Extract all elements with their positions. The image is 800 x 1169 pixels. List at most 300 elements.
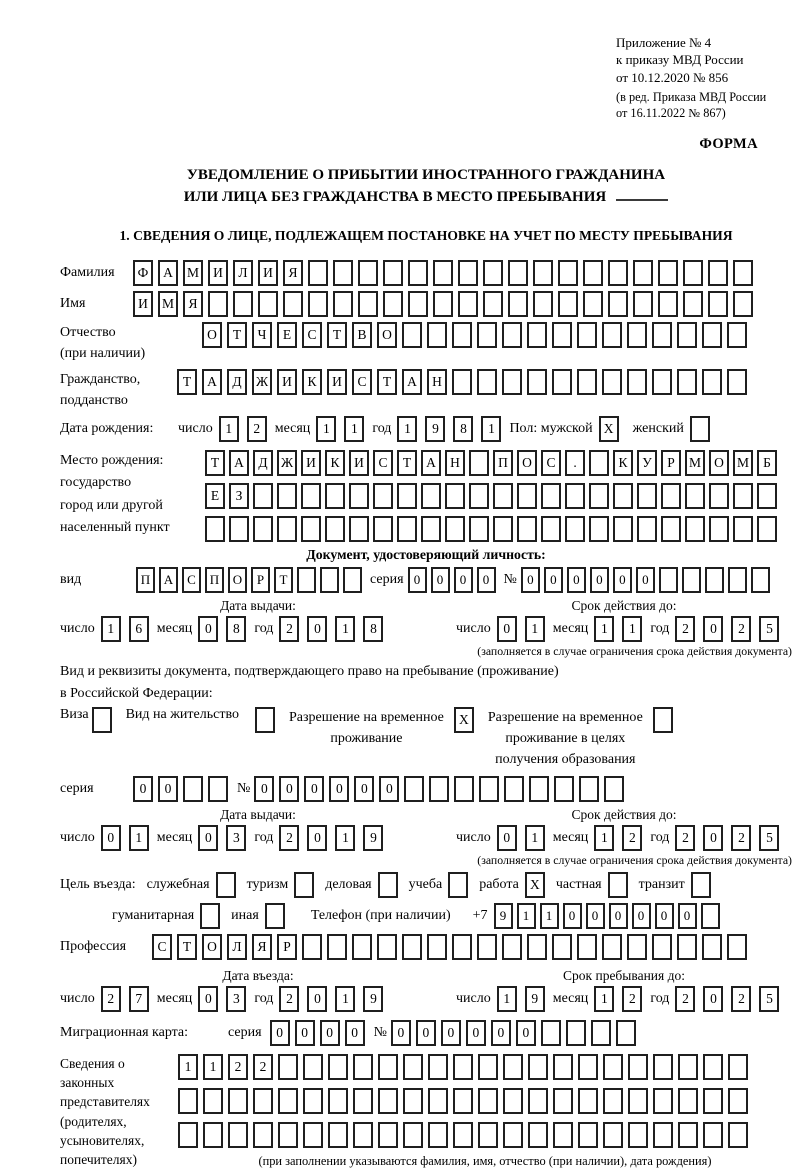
form-cell (353, 1122, 373, 1148)
form-cell (583, 260, 603, 286)
form-cell (402, 322, 422, 348)
form-cell (278, 1054, 298, 1080)
form-cell: А (421, 450, 441, 476)
form-cell: 2 (675, 825, 695, 851)
representatives-label-line: (родителях, (60, 1113, 127, 1129)
form-cell: 0 (703, 616, 723, 642)
form-cell (578, 1122, 598, 1148)
surname-label: Фамилия (60, 265, 115, 281)
form-cell (433, 260, 453, 286)
day-label: число (178, 421, 213, 437)
form-cell: 2 (247, 416, 267, 442)
form-cell: 0 (563, 903, 582, 929)
issue-month-cells (198, 825, 254, 851)
form-cell (703, 1054, 723, 1080)
form-cell (602, 369, 622, 395)
form-cell (627, 934, 647, 960)
birth-place-row2 (205, 483, 781, 509)
form-cell: 2 (675, 986, 695, 1012)
form-cell (533, 260, 553, 286)
issue-date-heading: Дата выдачи: (220, 807, 296, 823)
stay-day-cells (497, 986, 553, 1012)
form-cell: О (517, 450, 537, 476)
purpose-option-label: иная (231, 908, 259, 924)
representatives-block (60, 1054, 792, 1169)
form-cell (478, 1122, 498, 1148)
form-cell: 5 (759, 986, 779, 1012)
form-cell (301, 516, 321, 542)
rvp-label-line: проживание (330, 731, 403, 747)
form-cell (502, 322, 522, 348)
male-label: мужской (540, 421, 593, 437)
form-cell (728, 1054, 748, 1080)
title-line-2 (60, 187, 792, 209)
form-cell: А (202, 369, 222, 395)
form-cell (301, 483, 321, 509)
form-cell (578, 1054, 598, 1080)
form-cell (703, 1088, 723, 1114)
birth-month-cells (316, 416, 372, 442)
valid-day-cells (497, 616, 553, 642)
rvp-edu-label-line: Разрешение на временное (487, 710, 643, 726)
form-cell (589, 450, 609, 476)
form-cell: Т (274, 567, 293, 593)
form-cell (708, 260, 728, 286)
form-cell (554, 776, 574, 802)
month-label: месяц (156, 830, 193, 846)
form-cell (577, 322, 597, 348)
form-cell (349, 483, 369, 509)
purpose-option-label: транзит (638, 877, 685, 893)
form-cell (703, 1122, 723, 1148)
form-cell: 1 (517, 903, 536, 929)
form-cell (383, 260, 403, 286)
residence-serial-row (60, 776, 792, 802)
form-cell (493, 516, 513, 542)
form-cell (608, 291, 628, 317)
form-cell (579, 776, 599, 802)
year-label: год (650, 830, 670, 846)
representatives-note: (при заполнении указываются фамилия, имя, отчество (при наличии), дата рождения) (258, 1154, 712, 1169)
form-cell: 0 (703, 825, 723, 851)
form-cell (373, 516, 393, 542)
form-cell (508, 260, 528, 286)
form-cell: О (377, 322, 397, 348)
form-cell: О (202, 934, 222, 960)
migration-number-label: № (373, 1025, 387, 1041)
month-label: месяц (552, 991, 589, 1007)
valid-date-col (456, 598, 792, 659)
female-checkbox (690, 416, 710, 442)
form-cell (477, 322, 497, 348)
form-cell (308, 291, 328, 317)
form-cell (508, 291, 528, 317)
form-cell: 2 (675, 616, 695, 642)
form-cell: С (352, 369, 372, 395)
issue-date-col (60, 807, 456, 851)
patronymic-cells (202, 322, 752, 348)
form-cell (541, 516, 561, 542)
phone-cells (494, 903, 724, 929)
year-label: год (650, 621, 670, 637)
form-cell: 0 (586, 903, 605, 929)
birth-place-row1 (205, 450, 781, 476)
form-cell: 1 (203, 1054, 223, 1080)
form-cell (308, 260, 328, 286)
form-cell: 1 (594, 825, 614, 851)
valid-year-cells (675, 825, 787, 851)
form-cell (517, 483, 537, 509)
birth-place-cells (205, 450, 781, 542)
visa-label: Виза (60, 707, 89, 723)
form-cell: 3 (226, 986, 246, 1012)
form-cell: 6 (129, 616, 149, 642)
form-cell (403, 1088, 423, 1114)
representatives-label-line: законных (60, 1075, 115, 1091)
form-cell (504, 776, 524, 802)
form-cell (677, 322, 697, 348)
year-label: год (650, 991, 670, 1007)
form-cell (325, 516, 345, 542)
form-cell (343, 567, 362, 593)
form-cell (552, 369, 572, 395)
form-cell (383, 291, 403, 317)
appendix-block (616, 34, 792, 122)
doc-number-label: № (503, 572, 517, 588)
form-cell: 0 (441, 1020, 461, 1046)
form-cell (253, 1088, 273, 1114)
residence-permit-checkbox (255, 707, 275, 733)
form-cell: 1 (335, 986, 355, 1012)
form-cell (445, 483, 465, 509)
form-cell (677, 934, 697, 960)
form-cell: 0 (567, 567, 586, 593)
form-cell: 0 (307, 986, 327, 1012)
representatives-label-line: Сведения о (60, 1056, 125, 1072)
purpose-work-checkbox: X (525, 872, 545, 898)
form-cell: 0 (158, 776, 178, 802)
form-cell: П (136, 567, 155, 593)
form-cell (628, 1088, 648, 1114)
form-cell: 0 (279, 776, 299, 802)
form-cell: И (349, 450, 369, 476)
residence-seria-label: серия (60, 781, 94, 797)
stay-date-heading: Срок пребывания до: (563, 968, 685, 984)
form-cell: 0 (379, 776, 399, 802)
birth-place-sublabel: населенный пункт (60, 519, 170, 535)
form-cell (328, 1054, 348, 1080)
form-label: ФОРМА (699, 135, 758, 152)
year-label: год (372, 421, 392, 437)
form-cell (421, 483, 441, 509)
form-cell: 0 (466, 1020, 486, 1046)
form-cell: И (327, 369, 347, 395)
form-cell: 0 (416, 1020, 436, 1046)
form-cell: 2 (253, 1054, 273, 1080)
form-cell (478, 1088, 498, 1114)
form-cell: 0 (304, 776, 324, 802)
form-cell: Т (327, 322, 347, 348)
birth-place-label (60, 450, 205, 538)
form-cell: М (733, 450, 753, 476)
form-cell: 5 (759, 825, 779, 851)
birth-place-block (60, 450, 792, 542)
stay-month-cells (594, 986, 650, 1012)
form-cell (445, 516, 465, 542)
form-cell: 1 (525, 616, 545, 642)
form-cell (608, 260, 628, 286)
form-cell: 9 (494, 903, 513, 929)
form-cell: 2 (731, 986, 751, 1012)
birth-place-label-line: Место рождения: (60, 453, 164, 469)
migration-card-label: Миграционная карта: (60, 1025, 189, 1041)
form-cell (297, 567, 316, 593)
validity-note: (заполняется в случае ограничения срока действия документа) (477, 853, 792, 868)
purpose-option-label: деловая (325, 877, 372, 893)
name-row (60, 291, 792, 317)
form-cell: З (229, 483, 249, 509)
issue-date-col (60, 598, 456, 642)
form-cell (627, 322, 647, 348)
form-cell (427, 322, 447, 348)
form-cell (377, 934, 397, 960)
form-cell (628, 1122, 648, 1148)
form-cell (652, 934, 672, 960)
form-cell (705, 567, 724, 593)
form-cell: И (133, 291, 153, 317)
form-cell (353, 1054, 373, 1080)
surname-cells (133, 260, 758, 286)
profession-cells (152, 934, 752, 960)
form-cell: 0 (516, 1020, 536, 1046)
residence-seria-cells (133, 776, 233, 802)
form-cell: 2 (622, 825, 642, 851)
purpose-tourism-checkbox (294, 872, 314, 898)
form-cell: П (493, 450, 513, 476)
birth-day-cells (219, 416, 275, 442)
form-cell: О (228, 567, 247, 593)
form-cell (613, 516, 633, 542)
title-line-1: УВЕДОМЛЕНИЕ О ПРИБЫТИИ ИНОСТРАННОГО ГРАЖДАНИНА (186, 166, 666, 183)
form-cell: Р (277, 934, 297, 960)
form-cell: 8 (363, 616, 383, 642)
form-cell (397, 483, 417, 509)
form-cell (358, 260, 378, 286)
entry-day-cells (101, 986, 157, 1012)
entry-month-cells (198, 986, 254, 1012)
migration-number-cells (391, 1020, 641, 1046)
form-cell (458, 260, 478, 286)
form-cell: 1 (344, 416, 364, 442)
edition-line: (в ред. Приказа МВД России (616, 89, 767, 104)
form-cell: Т (205, 450, 225, 476)
issue-date-heading: Дата выдачи: (220, 598, 296, 614)
residence-dates-block (60, 807, 792, 868)
form-cell (659, 567, 678, 593)
form-cell: Ж (277, 450, 297, 476)
birth-date-row (60, 416, 792, 442)
form-cell: 0 (544, 567, 563, 593)
form-cell (452, 369, 472, 395)
form-cell (328, 1088, 348, 1114)
form-cell (229, 516, 249, 542)
form-cell (397, 516, 417, 542)
form-cell (483, 260, 503, 286)
form-cell (702, 322, 722, 348)
representatives-label-line: представителях (60, 1094, 150, 1110)
form-cell (528, 1088, 548, 1114)
form-cell: 0 (497, 616, 517, 642)
form-cell (727, 369, 747, 395)
form-cell (702, 934, 722, 960)
form-cell (566, 1020, 586, 1046)
form-cell (677, 369, 697, 395)
form-cell: О (202, 322, 222, 348)
form-cell (733, 260, 753, 286)
form-cell: 0 (454, 567, 473, 593)
form-cell (502, 369, 522, 395)
form-cell (183, 776, 203, 802)
form-cell (682, 567, 701, 593)
identity-dates-block (60, 598, 792, 659)
form-cell: 7 (129, 986, 149, 1012)
form-cell (728, 1122, 748, 1148)
form-cell: 1 (497, 986, 517, 1012)
month-label: месяц (156, 621, 193, 637)
form-cell: 1 (335, 825, 355, 851)
form-cell (493, 483, 513, 509)
form-cell (277, 483, 297, 509)
form-cell: 0 (678, 903, 697, 929)
patronymic-row (60, 322, 792, 364)
form-cell (728, 1088, 748, 1114)
form-cell: П (205, 567, 224, 593)
form-cell: 0 (307, 825, 327, 851)
form-cell (483, 291, 503, 317)
form-cell (327, 934, 347, 960)
appendix-line: от 10.12.2020 № 856 (616, 69, 729, 85)
form-cell (428, 1122, 448, 1148)
form-cell (477, 934, 497, 960)
representatives-row1 (178, 1054, 792, 1080)
form-cell: Д (227, 369, 247, 395)
form-cell (652, 369, 672, 395)
form-cell (333, 291, 353, 317)
form-cell: Ж (252, 369, 272, 395)
year-label: год (254, 830, 274, 846)
form-cell (404, 776, 424, 802)
profession-label: Профессия (60, 939, 127, 955)
form-cell (233, 291, 253, 317)
rvp-edu-label-line: проживание в целях (505, 731, 626, 747)
form-cell: 0 (307, 616, 327, 642)
purpose-option-label: учеба (408, 877, 443, 893)
form-cell (708, 291, 728, 317)
month-label: месяц (274, 421, 311, 437)
issue-day-cells (101, 825, 157, 851)
form-cell (589, 516, 609, 542)
form-cell (469, 483, 489, 509)
form-cell (604, 776, 624, 802)
form-cell: 0 (270, 1020, 290, 1046)
form-cell: Д (253, 450, 273, 476)
form-cell: 1 (335, 616, 355, 642)
residence-doc-line1: Вид и реквизиты документа, подтверждающего право на пребывание (проживание) (60, 664, 559, 680)
form-cell (527, 369, 547, 395)
form-cell: 0 (198, 825, 218, 851)
form-cell (320, 567, 339, 593)
form-cell (228, 1122, 248, 1148)
form-cell: И (301, 450, 321, 476)
form-cell (683, 260, 703, 286)
form-cell (352, 934, 372, 960)
form-cell (652, 322, 672, 348)
form-cell (253, 516, 273, 542)
form-cell: 2 (622, 986, 642, 1012)
form-cell: К (325, 450, 345, 476)
form-cell: 0 (295, 1020, 315, 1046)
form-cell (178, 1122, 198, 1148)
form-cell (685, 516, 705, 542)
phone-label: Телефон (при наличии) (310, 908, 451, 924)
form-cell: 0 (431, 567, 450, 593)
form-cell: Р (251, 567, 270, 593)
form-cell (303, 1088, 323, 1114)
stay-date-col (456, 968, 792, 1012)
day-label: число (60, 621, 95, 637)
form-cell: У (637, 450, 657, 476)
form-cell (633, 260, 653, 286)
residence-permit-label: Вид на жительство (125, 707, 239, 723)
month-label: месяц (552, 621, 589, 637)
form-cell: А (229, 450, 249, 476)
surname-row (60, 260, 792, 286)
form-cell (178, 1088, 198, 1114)
citizenship-label (60, 369, 177, 411)
form-cell: М (183, 260, 203, 286)
doc-kind-cells (136, 567, 366, 593)
form-cell: 1 (316, 416, 336, 442)
purpose-business-checkbox (378, 872, 398, 898)
form-cell (349, 516, 369, 542)
valid-day-cells (497, 825, 553, 851)
entry-date-heading: Дата въезда: (222, 968, 294, 984)
form-cell (727, 934, 747, 960)
form-cell (733, 483, 753, 509)
form-cell (428, 1054, 448, 1080)
form-cell (333, 260, 353, 286)
form-cell (303, 1054, 323, 1080)
form-cell: Я (283, 260, 303, 286)
residence-options-row (60, 707, 792, 770)
form-cell (353, 1088, 373, 1114)
form-cell: 0 (497, 825, 517, 851)
form-cell (541, 483, 561, 509)
form-cell: 0 (609, 903, 628, 929)
form-cell (661, 483, 681, 509)
form-cell: Т (377, 369, 397, 395)
residence-number-cells (254, 776, 629, 802)
entry-dates-block (60, 968, 792, 1012)
form-cell (477, 369, 497, 395)
patronymic-label-line: Отчество (60, 325, 116, 341)
purpose-option-label: частная (555, 877, 602, 893)
sex-label: Пол: (509, 421, 538, 437)
form-cell: С (302, 322, 322, 348)
form-cell: 9 (363, 986, 383, 1012)
form-cell: С (541, 450, 561, 476)
doc-kind-label: вид (60, 572, 82, 588)
